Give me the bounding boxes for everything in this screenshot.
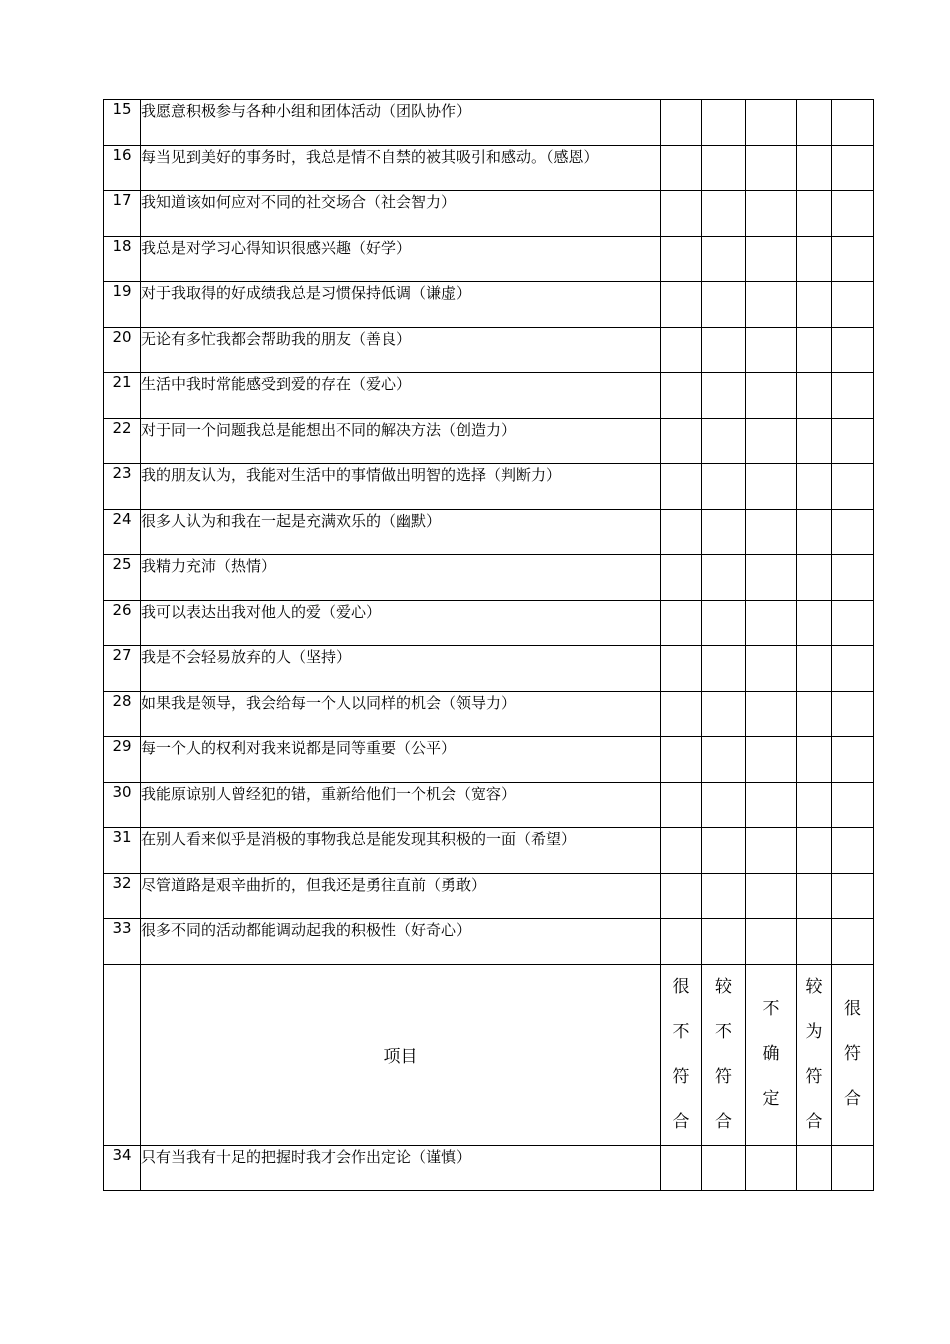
question-number: 27 bbox=[104, 646, 141, 692]
answer-cell-unsure[interactable] bbox=[746, 737, 797, 783]
question-row bbox=[104, 873, 874, 919]
header-option-unsure: 不 确 定 bbox=[746, 964, 797, 1145]
question-number: 21 bbox=[104, 373, 141, 419]
answer-cell-fairly[interactable] bbox=[797, 782, 832, 828]
question-number: 26 bbox=[104, 600, 141, 646]
question-text: 如果我是领导，我会给每一个人以同样的机会（领导力） bbox=[141, 691, 661, 737]
answer-cell-very-not[interactable] bbox=[661, 828, 702, 874]
answer-cell-fairly-not[interactable] bbox=[702, 600, 746, 646]
answer-cell-fairly-not[interactable] bbox=[702, 691, 746, 737]
answer-cell-very[interactable] bbox=[832, 100, 874, 146]
answer-cell-very[interactable] bbox=[832, 327, 874, 373]
question-number: 30 bbox=[104, 782, 141, 828]
question-row bbox=[104, 1145, 874, 1191]
question-row bbox=[104, 600, 874, 646]
header-option-very-not: 很 不 符 合 bbox=[661, 964, 702, 1145]
answer-cell-unsure[interactable] bbox=[746, 282, 797, 328]
answer-cell-fairly-not[interactable] bbox=[702, 873, 746, 919]
question-row bbox=[104, 418, 874, 464]
question-text: 尽管道路是艰辛曲折的，但我还是勇往直前（勇敢） bbox=[141, 873, 661, 919]
answer-cell-very-not[interactable] bbox=[661, 1145, 702, 1191]
question-text: 我能原谅别人曾经犯的错，重新给他们一个机会（宽容） bbox=[141, 782, 661, 828]
answer-cell-very-not[interactable] bbox=[661, 691, 702, 737]
answer-cell-very[interactable] bbox=[832, 919, 874, 965]
question-list-continued bbox=[104, 1145, 874, 1191]
answer-cell-fairly[interactable] bbox=[797, 191, 832, 237]
answer-cell-very[interactable] bbox=[832, 691, 874, 737]
answer-cell-very-not[interactable] bbox=[661, 145, 702, 191]
answer-cell-very-not[interactable] bbox=[661, 282, 702, 328]
answer-cell-very[interactable] bbox=[832, 873, 874, 919]
answer-cell-fairly[interactable] bbox=[797, 418, 832, 464]
answer-cell-very-not[interactable] bbox=[661, 464, 702, 510]
answer-cell-very-not[interactable] bbox=[661, 236, 702, 282]
answer-cell-very[interactable] bbox=[832, 282, 874, 328]
answer-cell-fairly-not[interactable] bbox=[702, 100, 746, 146]
question-row bbox=[104, 509, 874, 555]
question-number: 22 bbox=[104, 418, 141, 464]
answer-cell-fairly-not[interactable] bbox=[702, 555, 746, 601]
question-number: 16 bbox=[104, 145, 141, 191]
answer-cell-fairly[interactable] bbox=[797, 236, 832, 282]
answer-cell-unsure[interactable] bbox=[746, 100, 797, 146]
question-text: 对于我取得的好成绩我总是习惯保持低调（谦虚） bbox=[141, 282, 661, 328]
answer-cell-very-not[interactable] bbox=[661, 600, 702, 646]
question-text: 每当见到美好的事务时，我总是情不自禁的被其吸引和感动。（感恩） bbox=[141, 145, 661, 191]
answer-cell-fairly[interactable] bbox=[797, 464, 832, 510]
question-number: 19 bbox=[104, 282, 141, 328]
question-text: 每一个人的权利对我来说都是同等重要（公平） bbox=[141, 737, 661, 783]
answer-cell-unsure[interactable] bbox=[746, 418, 797, 464]
question-text: 只有当我有十足的把握时我才会作出定论（谨慎） bbox=[141, 1145, 661, 1191]
answer-cell-unsure[interactable] bbox=[746, 919, 797, 965]
question-row bbox=[104, 646, 874, 692]
answer-cell-very[interactable] bbox=[832, 464, 874, 510]
answer-cell-fairly-not[interactable] bbox=[702, 464, 746, 510]
question-row bbox=[104, 373, 874, 419]
question-number: 23 bbox=[104, 464, 141, 510]
question-text: 生活中我时常能感受到爱的存在（爱心） bbox=[141, 373, 661, 419]
answer-cell-fairly-not[interactable] bbox=[702, 145, 746, 191]
question-text: 我可以表达出我对他人的爱（爱心） bbox=[141, 600, 661, 646]
question-row bbox=[104, 555, 874, 601]
question-text: 我知道该如何应对不同的社交场合（社会智力） bbox=[141, 191, 661, 237]
question-number: 18 bbox=[104, 236, 141, 282]
question-number: 31 bbox=[104, 828, 141, 874]
question-row bbox=[104, 282, 874, 328]
answer-cell-very[interactable] bbox=[832, 373, 874, 419]
answer-cell-very-not[interactable] bbox=[661, 100, 702, 146]
answer-cell-unsure[interactable] bbox=[746, 236, 797, 282]
answer-cell-very[interactable] bbox=[832, 145, 874, 191]
answer-cell-very-not[interactable] bbox=[661, 555, 702, 601]
question-number: 25 bbox=[104, 555, 141, 601]
answer-cell-unsure[interactable] bbox=[746, 373, 797, 419]
question-text: 我精力充沛（热情） bbox=[141, 555, 661, 601]
answer-cell-fairly-not[interactable] bbox=[702, 782, 746, 828]
answer-cell-fairly-not[interactable] bbox=[702, 236, 746, 282]
question-text: 在别人看来似乎是消极的事物我总是能发现其积极的一面（希望） bbox=[141, 828, 661, 874]
answer-cell-fairly-not[interactable] bbox=[702, 828, 746, 874]
header-option-fairly: 较 为 符 合 bbox=[797, 964, 832, 1145]
answer-cell-very-not[interactable] bbox=[661, 646, 702, 692]
answer-cell-fairly[interactable] bbox=[797, 1145, 832, 1191]
header-num-cell bbox=[104, 964, 141, 1145]
answer-cell-very-not[interactable] bbox=[661, 919, 702, 965]
question-number: 28 bbox=[104, 691, 141, 737]
answer-cell-very[interactable] bbox=[832, 600, 874, 646]
answer-cell-unsure[interactable] bbox=[746, 191, 797, 237]
question-text: 我的朋友认为，我能对生活中的事情做出明智的选择（判断力） bbox=[141, 464, 661, 510]
question-text: 无论有多忙我都会帮助我的朋友（善良） bbox=[141, 327, 661, 373]
question-row bbox=[104, 236, 874, 282]
header-item-label: 项目 bbox=[141, 964, 661, 1145]
answer-cell-fairly-not[interactable] bbox=[702, 737, 746, 783]
answer-cell-very-not[interactable] bbox=[661, 737, 702, 783]
question-number: 33 bbox=[104, 919, 141, 965]
answer-cell-very[interactable] bbox=[832, 828, 874, 874]
answer-cell-very[interactable] bbox=[832, 1145, 874, 1191]
answer-cell-very-not[interactable] bbox=[661, 873, 702, 919]
answer-cell-unsure[interactable] bbox=[746, 600, 797, 646]
answer-cell-fairly[interactable] bbox=[797, 100, 832, 146]
answer-cell-fairly[interactable] bbox=[797, 282, 832, 328]
question-row bbox=[104, 145, 874, 191]
answer-cell-very[interactable] bbox=[832, 737, 874, 783]
answer-cell-very-not[interactable] bbox=[661, 418, 702, 464]
answer-cell-unsure[interactable] bbox=[746, 646, 797, 692]
question-row bbox=[104, 464, 874, 510]
question-row bbox=[104, 691, 874, 737]
survey-table bbox=[103, 99, 874, 1191]
answer-cell-fairly[interactable] bbox=[797, 691, 832, 737]
answer-cell-fairly-not[interactable] bbox=[702, 191, 746, 237]
answer-cell-very-not[interactable] bbox=[661, 373, 702, 419]
question-number: 15 bbox=[104, 100, 141, 146]
question-number: 17 bbox=[104, 191, 141, 237]
answer-cell-fairly[interactable] bbox=[797, 873, 832, 919]
answer-cell-very[interactable] bbox=[832, 191, 874, 237]
answer-cell-very-not[interactable] bbox=[661, 191, 702, 237]
question-row bbox=[104, 100, 874, 146]
answer-cell-fairly-not[interactable] bbox=[702, 509, 746, 555]
question-row bbox=[104, 737, 874, 783]
answer-cell-fairly-not[interactable] bbox=[702, 1145, 746, 1191]
question-row bbox=[104, 919, 874, 965]
question-number: 32 bbox=[104, 873, 141, 919]
answer-cell-very-not[interactable] bbox=[661, 509, 702, 555]
question-row bbox=[104, 191, 874, 237]
answer-cell-unsure[interactable] bbox=[746, 828, 797, 874]
answer-cell-very[interactable] bbox=[832, 646, 874, 692]
answer-cell-fairly[interactable] bbox=[797, 737, 832, 783]
answer-cell-fairly[interactable] bbox=[797, 828, 832, 874]
question-list bbox=[104, 100, 874, 965]
question-number: 24 bbox=[104, 509, 141, 555]
question-number: 34 bbox=[104, 1145, 141, 1191]
answer-cell-very[interactable] bbox=[832, 236, 874, 282]
answer-cell-fairly[interactable] bbox=[797, 509, 832, 555]
header-option-fairly-not: 较 不 符 合 bbox=[702, 964, 746, 1145]
answer-cell-fairly[interactable] bbox=[797, 555, 832, 601]
question-row bbox=[104, 327, 874, 373]
question-row bbox=[104, 782, 874, 828]
answer-cell-very[interactable] bbox=[832, 782, 874, 828]
answer-cell-fairly-not[interactable] bbox=[702, 646, 746, 692]
answer-cell-unsure[interactable] bbox=[746, 782, 797, 828]
question-number: 29 bbox=[104, 737, 141, 783]
answer-cell-very[interactable] bbox=[832, 418, 874, 464]
answer-cell-fairly[interactable] bbox=[797, 327, 832, 373]
column-header-row bbox=[104, 964, 874, 1145]
question-text: 我总是对学习心得知识很感兴趣（好学） bbox=[141, 236, 661, 282]
answer-cell-fairly-not[interactable] bbox=[702, 373, 746, 419]
answer-cell-very-not[interactable] bbox=[661, 327, 702, 373]
answer-cell-fairly-not[interactable] bbox=[702, 418, 746, 464]
header-option-very: 很 符 合 bbox=[832, 964, 874, 1145]
answer-cell-unsure[interactable] bbox=[746, 1145, 797, 1191]
answer-cell-unsure[interactable] bbox=[746, 873, 797, 919]
answer-cell-fairly-not[interactable] bbox=[702, 919, 746, 965]
answer-cell-fairly[interactable] bbox=[797, 145, 832, 191]
question-text: 我是不会轻易放弃的人（坚持） bbox=[141, 646, 661, 692]
answer-cell-fairly-not[interactable] bbox=[702, 282, 746, 328]
answer-cell-unsure[interactable] bbox=[746, 555, 797, 601]
question-text: 我愿意积极参与各种小组和团体活动（团队协作） bbox=[141, 100, 661, 146]
answer-cell-fairly[interactable] bbox=[797, 919, 832, 965]
answer-cell-very[interactable] bbox=[832, 509, 874, 555]
answer-cell-unsure[interactable] bbox=[746, 145, 797, 191]
answer-cell-fairly[interactable] bbox=[797, 600, 832, 646]
question-row bbox=[104, 828, 874, 874]
answer-cell-unsure[interactable] bbox=[746, 327, 797, 373]
answer-cell-very-not[interactable] bbox=[661, 782, 702, 828]
answer-cell-unsure[interactable] bbox=[746, 691, 797, 737]
question-text: 很多不同的活动都能调动起我的积极性（好奇心） bbox=[141, 919, 661, 965]
question-text: 对于同一个问题我总是能想出不同的解决方法（创造力） bbox=[141, 418, 661, 464]
question-number: 20 bbox=[104, 327, 141, 373]
answer-cell-very[interactable] bbox=[832, 555, 874, 601]
answer-cell-fairly-not[interactable] bbox=[702, 327, 746, 373]
answer-cell-unsure[interactable] bbox=[746, 509, 797, 555]
answer-cell-fairly[interactable] bbox=[797, 646, 832, 692]
answer-cell-unsure[interactable] bbox=[746, 464, 797, 510]
question-text: 很多人认为和我在一起是充满欢乐的（幽默） bbox=[141, 509, 661, 555]
answer-cell-fairly[interactable] bbox=[797, 373, 832, 419]
